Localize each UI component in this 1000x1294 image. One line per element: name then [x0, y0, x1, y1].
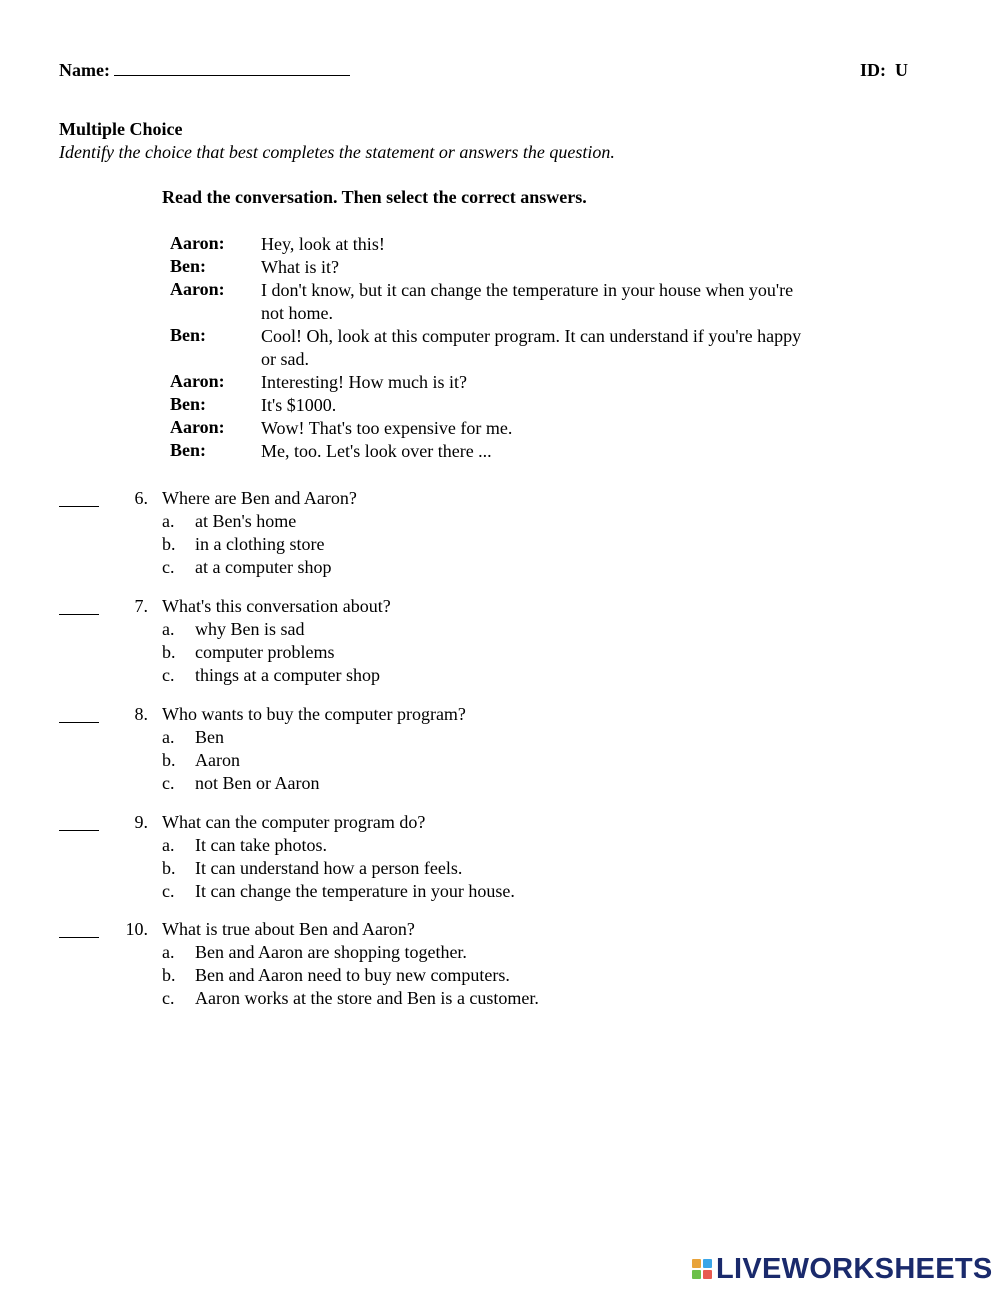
logo-tile [703, 1270, 712, 1279]
option-text: It can take photos. [195, 835, 327, 855]
option-letter: b. [162, 965, 176, 985]
option-text: Aaron [195, 750, 240, 770]
section-instructions: Identify the choice that best completes the statement or answers the question. [59, 142, 615, 162]
section-title: Multiple Choice [59, 119, 183, 139]
question-text: What can the computer program do? [162, 812, 426, 832]
id-value: U [895, 60, 908, 80]
option-letter: c. [162, 881, 175, 901]
id-field [860, 60, 908, 81]
question-text: Where are Ben and Aaron? [162, 488, 357, 508]
liveworksheets-logo-icon [692, 1259, 712, 1279]
logo-tile [703, 1259, 712, 1268]
option-c[interactable] [162, 988, 539, 1009]
option-letter: c. [162, 988, 175, 1008]
speech: Hey, look at this! [261, 234, 385, 254]
speaker: Aaron: [170, 279, 225, 299]
option-c[interactable] [162, 665, 380, 686]
option-text: not Ben or Aaron [195, 773, 320, 793]
option-b[interactable] [162, 642, 334, 663]
option-text: It can change the temperature in your house. [195, 881, 515, 901]
option-a[interactable] [162, 835, 327, 856]
option-letter: a. [162, 942, 175, 962]
speech: What is it? [261, 257, 339, 277]
option-letter: c. [162, 665, 175, 685]
option-a[interactable] [162, 727, 224, 748]
option-b[interactable] [162, 858, 462, 879]
option-text: at a computer shop [195, 557, 332, 577]
name-blank-line[interactable] [114, 60, 350, 76]
name-field[interactable] [59, 60, 350, 81]
conversation-instruction: Read the conversation. Then select the correct answers. [162, 187, 587, 207]
option-c[interactable] [162, 557, 331, 578]
speech: Interesting! How much is it? [261, 372, 467, 392]
speaker: Ben: [170, 325, 206, 345]
option-text: in a clothing store [195, 534, 325, 554]
speaker: Aaron: [170, 371, 225, 391]
speech: Me, too. Let's look over there ... [261, 441, 492, 461]
option-a[interactable] [162, 619, 305, 640]
speaker: Aaron: [170, 417, 225, 437]
logo-wordmark: LIVEWORKSHEETS [716, 1252, 993, 1285]
logo-tile [692, 1270, 701, 1279]
answer-blank[interactable] [59, 919, 99, 938]
option-a[interactable] [162, 942, 467, 963]
question-text: What's this conversation about? [162, 596, 391, 616]
option-c[interactable] [162, 773, 319, 794]
option-text: things at a computer shop [195, 665, 380, 685]
option-letter: b. [162, 642, 176, 662]
speaker: Ben: [170, 256, 206, 276]
option-text: Ben [195, 727, 224, 747]
option-c[interactable] [162, 881, 515, 902]
option-letter: c. [162, 773, 175, 793]
id-label: ID: [860, 60, 886, 80]
question-number: 7. [134, 596, 148, 616]
question-number: 10. [125, 919, 148, 939]
option-b[interactable] [162, 534, 324, 555]
option-text: Ben and Aaron are shopping together. [195, 942, 467, 962]
speech: Cool! Oh, look at this computer program. It can understand if you're happy or sad. [261, 326, 802, 369]
speaker: Ben: [170, 440, 206, 460]
question-text: What is true about Ben and Aaron? [162, 919, 415, 939]
answer-blank[interactable] [59, 596, 99, 615]
option-letter: a. [162, 835, 175, 855]
option-letter: a. [162, 511, 175, 531]
question-number: 6. [134, 488, 148, 508]
logo-tile [692, 1259, 701, 1268]
option-text: at Ben's home [195, 511, 297, 531]
option-letter: c. [162, 557, 175, 577]
name-label: Name: [59, 60, 110, 80]
option-letter: b. [162, 750, 176, 770]
option-a[interactable] [162, 511, 296, 532]
option-text: It can understand how a person feels. [195, 858, 463, 878]
option-text: computer problems [195, 642, 335, 662]
question-text: Who wants to buy the computer program? [162, 704, 466, 724]
speech: It's $1000. [261, 395, 337, 415]
option-b[interactable] [162, 965, 510, 986]
question-number: 9. [134, 812, 148, 832]
option-letter: a. [162, 727, 175, 747]
option-letter: b. [162, 534, 176, 554]
option-letter: a. [162, 619, 175, 639]
speaker: Aaron: [170, 233, 225, 253]
speaker: Ben: [170, 394, 206, 414]
option-letter: b. [162, 858, 176, 878]
question-number: 8. [134, 704, 148, 724]
speech: I don't know, but it can change the temperature in your house when you're not home. [261, 280, 794, 323]
answer-blank[interactable] [59, 812, 99, 831]
option-text: Aaron works at the store and Ben is a customer. [195, 988, 539, 1008]
option-text: why Ben is sad [195, 619, 305, 639]
liveworksheets-logo [692, 1252, 993, 1286]
option-text: Ben and Aaron need to buy new computers. [195, 965, 510, 985]
answer-blank[interactable] [59, 704, 99, 723]
option-b[interactable] [162, 750, 240, 771]
speech: Wow! That's too expensive for me. [261, 418, 513, 438]
answer-blank[interactable] [59, 488, 99, 507]
